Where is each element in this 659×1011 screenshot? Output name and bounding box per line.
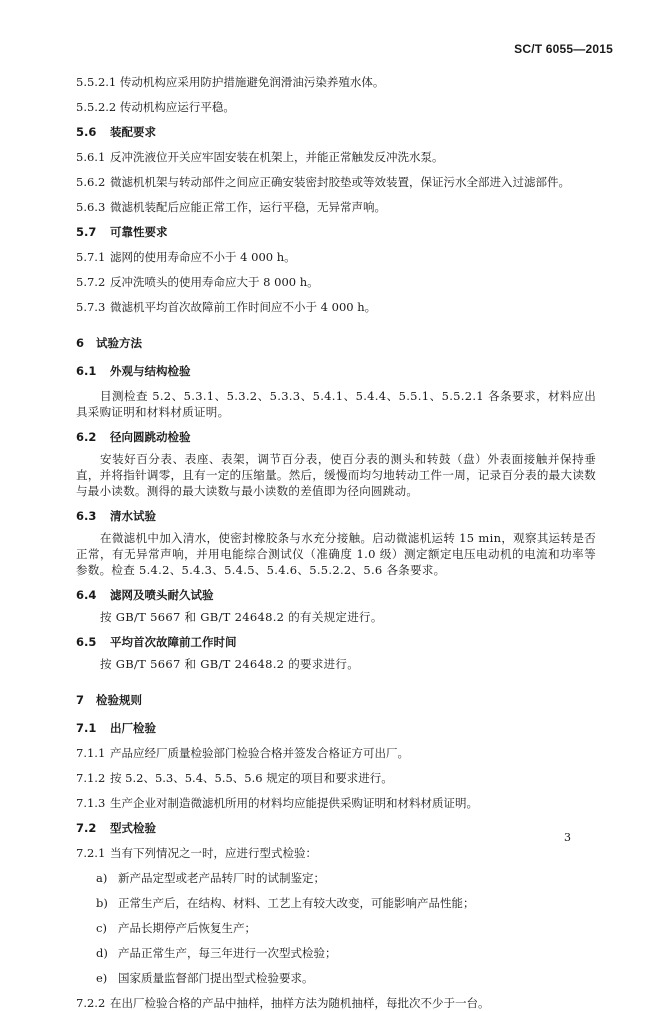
clause-text: 在出厂检验合格的产品中抽样，抽样方法为随机抽样，每批次不少于一台。: [110, 996, 490, 1010]
clause-5-7-1: [76, 249, 596, 265]
chapter-title: 试验方法: [96, 336, 142, 350]
clause-text: 当有下列情况之一时，应进行型式检验：: [110, 846, 317, 860]
paragraph-6-2: 安装好百分表、表座、表架，调节百分表，使百分表的测头和转鼓（盘）外表面接触并保持垂直，并将指针调零，且有一定的压缩量。然后，缓慢而均匀地转动工件一周，记录百分表的最大读数与最小读数。测得的最大读数与最小读数的差值即为径向圆跳动。: [76, 452, 596, 498]
clause-7-1-3: [76, 795, 596, 811]
clause-7-1-1: [76, 745, 596, 761]
heading-number: 5.7: [76, 225, 97, 239]
heading-text: 清水试验: [110, 509, 156, 523]
chapter-number: 7: [76, 693, 85, 707]
clause-text: 微滤机平均首次故障前工作时间应不小于 4 000 h。: [110, 300, 377, 314]
clause-number: 5.5.2.1: [76, 75, 117, 89]
clause-text: 滤网的使用寿命应不小于 4 000 h。: [110, 250, 296, 264]
clause-7-1-2: [76, 770, 596, 786]
heading-number: 7.1: [76, 721, 97, 735]
chapter-6: [76, 335, 596, 351]
clause-5-6-1: [76, 149, 596, 165]
heading-text: 平均首次故障前工作时间: [110, 635, 237, 649]
list-label: c): [96, 921, 107, 935]
clause-5-7-3: [76, 299, 596, 315]
clause-text: 微滤机装配后应能正常工作，运行平稳，无异常声响。: [110, 200, 386, 214]
heading-5-6: [76, 124, 596, 140]
heading-number: 6.1: [76, 364, 97, 378]
heading-number: 6.3: [76, 509, 97, 523]
clause-text: 反冲洗液位开关应牢固安装在机架上，并能正常触发反冲洗水泵。: [110, 150, 444, 164]
heading-6-2: [76, 429, 596, 445]
list-text: 新产品定型或老产品转厂时的试制鉴定；: [118, 871, 325, 885]
heading-number: 7.2: [76, 821, 97, 835]
clause-5-5-2-1: [76, 74, 596, 90]
clause-text: 按 5.2、5.3、5.4、5.5、5.6 规定的项目和要求进行。: [110, 771, 393, 785]
heading-text: 型式检验: [110, 821, 156, 835]
list-text: 产品长期停产后恢复生产；: [118, 921, 256, 935]
clause-5-5-2-2: [76, 99, 596, 115]
document-body: [76, 74, 596, 1011]
heading-5-7: [76, 224, 596, 240]
heading-7-2: [76, 820, 596, 836]
clause-number: 5.7.1: [76, 250, 106, 264]
list-text: 国家质量监督部门提出型式检验要求。: [118, 971, 314, 985]
list-text: 产品正常生产，每三年进行一次型式检验；: [118, 946, 337, 960]
list-label: b): [96, 896, 108, 910]
paragraph-6-3: 在微滤机中加入清水，使密封橡胶条与水充分接触。启动微滤机运转 15 min，观察其运转是否正常，有无异常声响，并用电能综合测试仪（准确度 1.0 级）测定额定电压电动机的电流和功率等参数。检查 5.4.2、5.4.3、5.4.5、5.4.6、5.5.2.2、5.6 各条要求。: [76, 531, 596, 577]
page-number: 3: [564, 831, 571, 844]
heading-7-1: [76, 720, 596, 736]
clause-7-2-1: [76, 845, 596, 861]
heading-6-3: [76, 508, 596, 524]
clause-5-6-2: [76, 174, 596, 190]
heading-text: 滤网及喷头耐久试验: [110, 588, 214, 602]
clause-number: 7.1.1: [76, 746, 106, 760]
heading-number: 6.4: [76, 588, 97, 602]
clause-text: 生产企业对制造微滤机所用的材料均应能提供采购证明和材料材质证明。: [110, 796, 478, 810]
paragraph-6-4: 按 GB/T 5667 和 GB/T 24648.2 的有关规定进行。: [100, 610, 383, 624]
clause-5-6-3: [76, 199, 596, 215]
paragraph-6-1: 目测检查 5.2、5.3.1、5.3.2、5.3.3、5.4.1、5.4.4、5.5.1、5.5.2.1 各条要求，材料应出具采购证明和材料材质证明。: [76, 389, 596, 419]
list-label: e): [96, 971, 108, 985]
clause-number: 5.7.3: [76, 300, 106, 314]
clause-text: 微滤机机架与转动部件之间应正确安装密封胶垫或等效装置，保证污水全部进入过滤部件。: [110, 175, 570, 189]
list-item-b: [96, 895, 596, 911]
heading-text: 径向圆跳动检验: [110, 430, 191, 444]
heading-number: 5.6: [76, 125, 97, 139]
chapter-7: [76, 692, 596, 708]
clause-number: 5.7.2: [76, 275, 106, 289]
clause-number: 5.6.2: [76, 175, 106, 189]
clause-text: 传动机构应采用防护措施避免润滑油污染养殖水体。: [119, 75, 385, 89]
clause-5-7-2: [76, 274, 596, 290]
heading-6-4: [76, 587, 596, 603]
clause-number: 5.6.1: [76, 150, 106, 164]
list-item-d: [96, 945, 596, 961]
heading-text: 装配要求: [110, 125, 156, 139]
clause-text: 产品应经厂质量检验部门检验合格并签发合格证方可出厂。: [110, 746, 409, 760]
heading-6-5: [76, 634, 596, 650]
clause-number: 7.2.1: [76, 846, 106, 860]
list-label: d): [96, 946, 108, 960]
heading-number: 6.2: [76, 430, 97, 444]
chapter-title: 检验规则: [96, 693, 142, 707]
heading-text: 可靠性要求: [110, 225, 168, 239]
clause-text: 反冲洗喷头的使用寿命应大于 8 000 h。: [110, 275, 319, 289]
heading-number: 6.5: [76, 635, 97, 649]
list-text: 正常生产后，在结构、材料、工艺上有较大改变，可能影响产品性能；: [118, 896, 475, 910]
list-label: a): [96, 871, 108, 885]
standard-code: SC/T 6055—2015: [514, 42, 613, 56]
list-item-c: [96, 920, 596, 936]
clause-text: 传动机构应运行平稳。: [119, 100, 235, 114]
heading-text: 出厂检验: [110, 721, 156, 735]
clause-number: 5.6.3: [76, 200, 106, 214]
list-item-e: [96, 970, 596, 986]
clause-number: 5.5.2.2: [76, 100, 117, 114]
paragraph-6-5: 按 GB/T 5667 和 GB/T 24648.2 的要求进行。: [100, 657, 360, 671]
chapter-number: 6: [76, 336, 85, 350]
clause-number: 7.1.3: [76, 796, 106, 810]
list-item-a: [96, 870, 596, 886]
clause-number: 7.2.2: [76, 996, 106, 1010]
clause-7-2-2: [76, 995, 596, 1011]
heading-6-1: [76, 363, 596, 379]
heading-text: 外观与结构检验: [110, 364, 191, 378]
clause-number: 7.1.2: [76, 771, 106, 785]
